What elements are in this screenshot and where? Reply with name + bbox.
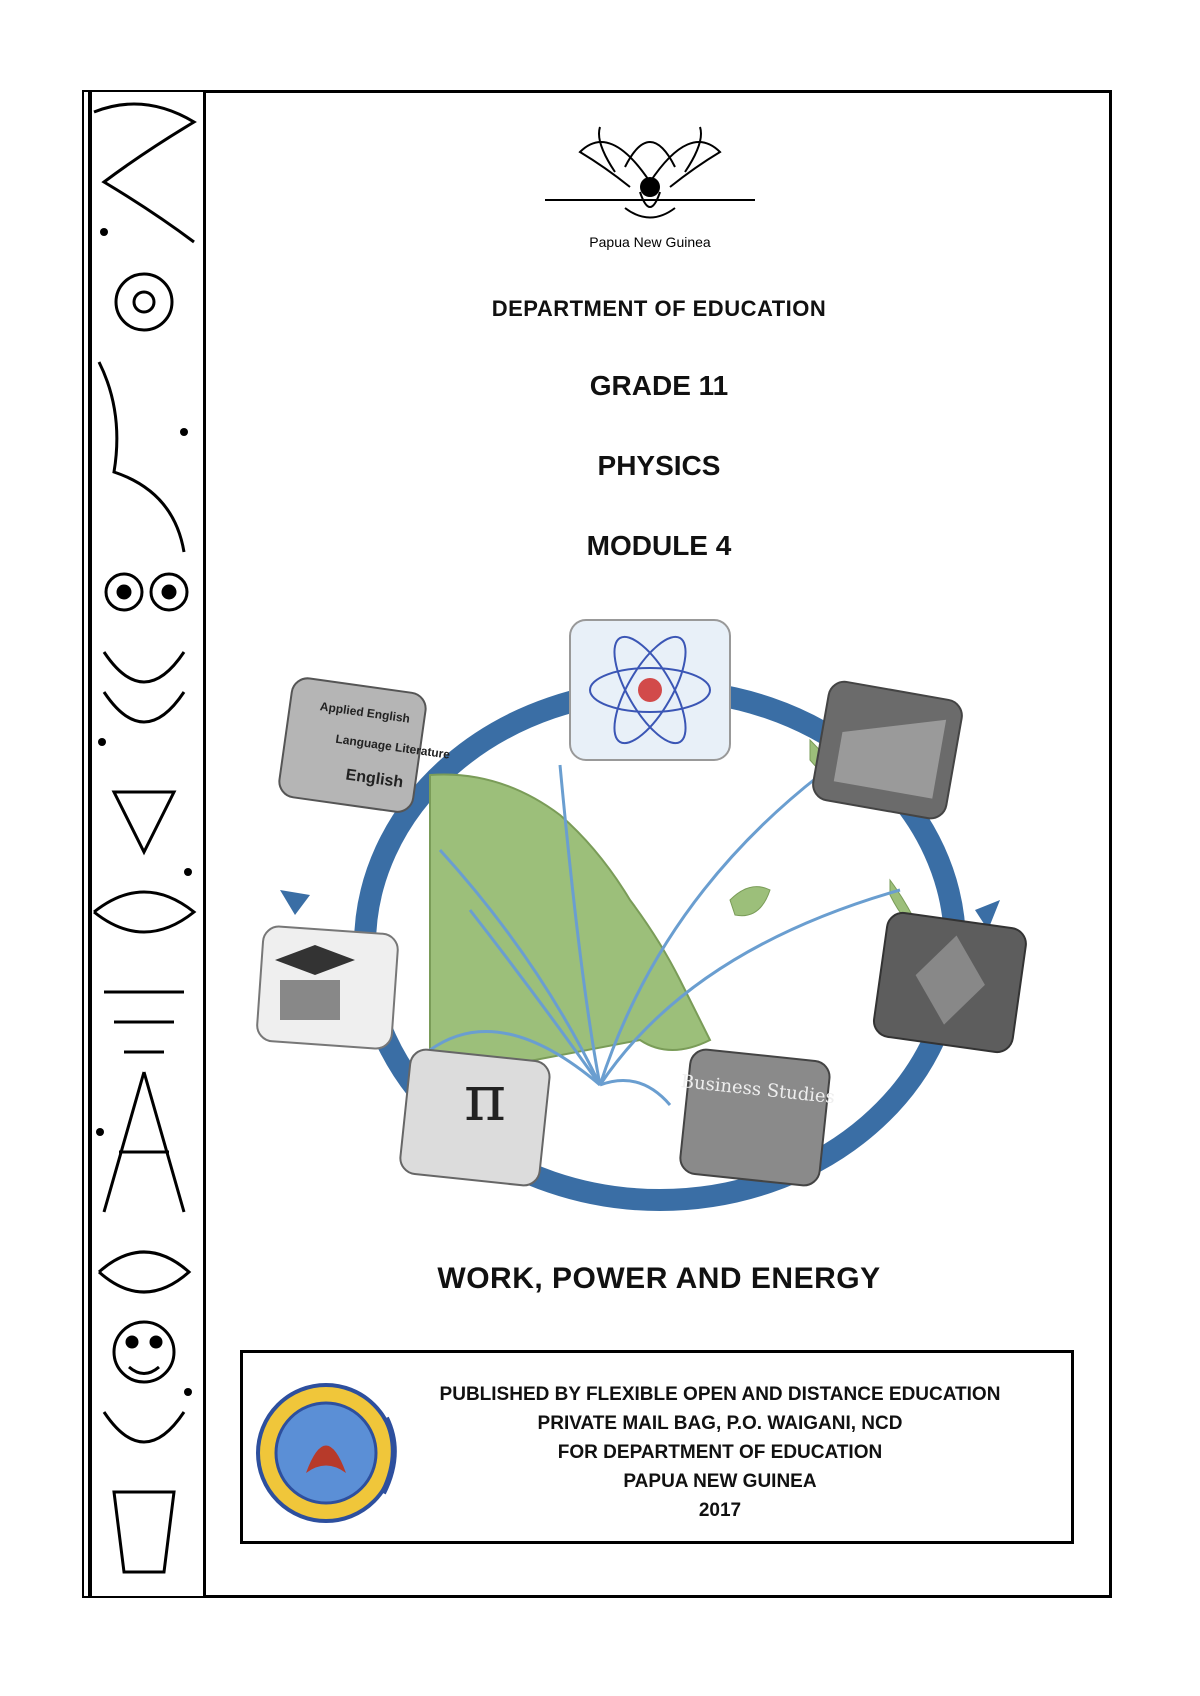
module-label: MODULE 4: [586, 530, 732, 561]
tile-books-graduation: [256, 925, 399, 1049]
png-map-island: [730, 887, 770, 916]
english-label: English: [344, 766, 405, 792]
publisher-line-3: FOR DEPARTMENT OF EDUCATION: [557, 1442, 883, 1463]
fode-logo: [248, 1378, 408, 1528]
department-title: DEPARTMENT OF EDUCATION: [491, 296, 827, 321]
tribal-art-pattern-icon: [84, 92, 206, 1596]
pi-symbol: π: [463, 1062, 507, 1136]
png-map-mainland: [430, 775, 710, 1081]
stacked-books-icon: [280, 980, 340, 1020]
tile-building-photo: [811, 679, 965, 821]
publisher-details: [420, 1380, 1020, 1525]
publication-year: 2017: [698, 1500, 742, 1521]
publisher-line-4: PAPUA NEW GUINEA: [623, 1471, 817, 1492]
module-topic-title: WORK, POWER AND ENERGY: [437, 1262, 881, 1295]
atom-nucleus-icon: [638, 678, 662, 702]
language-literature-label: Language Literature: [334, 731, 451, 762]
emblem-caption: Papua New Guinea: [589, 234, 711, 250]
tile-maths: [399, 1048, 551, 1187]
cover-illustration: [240, 600, 1070, 1230]
ring-arrow-left-icon: [280, 890, 310, 915]
tile-atom: [570, 620, 730, 760]
publisher-line-1: PUBLISHED BY FLEXIBLE OPEN AND DISTANCE EDUCATION: [439, 1384, 1001, 1405]
grade-label: GRADE 11: [589, 370, 729, 401]
tile-business-studies: [679, 1048, 836, 1187]
publisher-line-2: PRIVATE MAIL BAG, P.O. WAIGANI, NCD: [537, 1413, 903, 1434]
tile-diagram: [872, 911, 1028, 1054]
decorative-side-border: [84, 92, 206, 1596]
business-studies-label: Business Studies: [679, 1071, 836, 1109]
bird-of-paradise-emblem-icon: [520, 112, 780, 262]
applied-english-label: Applied English: [319, 699, 411, 726]
png-national-emblem: [520, 112, 780, 262]
subject-label: PHYSICS: [597, 450, 721, 481]
fode-seal-icon: [248, 1378, 408, 1528]
